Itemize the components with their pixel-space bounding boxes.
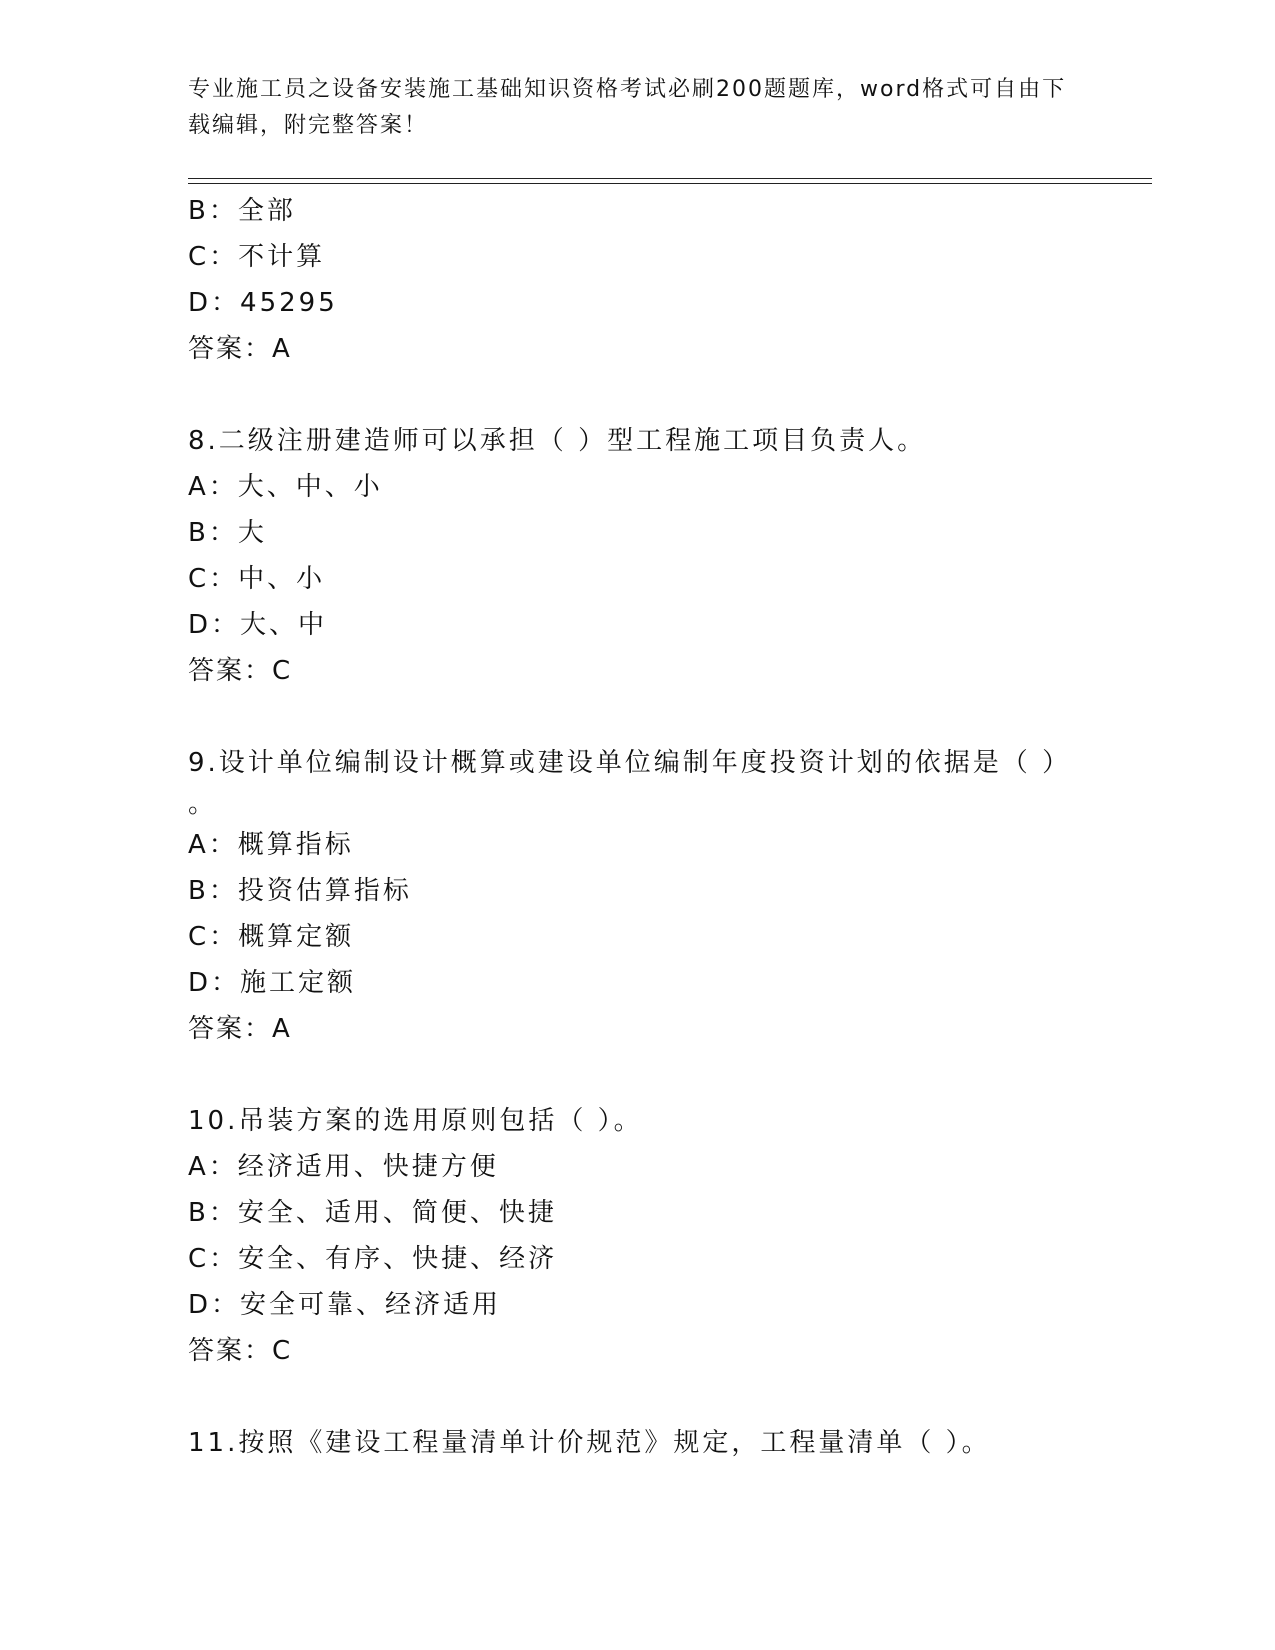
option-b: B：大 (188, 518, 267, 548)
option-d: D：45295 (188, 288, 338, 318)
answer: 答案：C (188, 1336, 293, 1366)
document-header: 专业施工员之设备安装施工基础知识资格考试必刷200题题库，word格式可自由下载编辑，附完整答案！ (188, 77, 1067, 138)
spacer (188, 1374, 1088, 1420)
answer: 答案：A (188, 1014, 292, 1044)
option-b: B：全部 (188, 196, 296, 226)
option-d: D：施工定额 (188, 968, 357, 998)
spacer (188, 694, 1088, 740)
option-c: C：概算定额 (188, 922, 355, 952)
option-c: C：安全、有序、快捷、经济 (188, 1244, 558, 1274)
option-d: D：大、中 (188, 610, 328, 640)
header-divider-bottom (188, 183, 1152, 184)
question-stem: 11.按照《建设工程量清单计价规范》规定，工程量清单（ ）。 (188, 1428, 991, 1458)
question-7 (188, 188, 1088, 372)
question-8 (188, 418, 1088, 694)
question-11 (188, 1420, 1088, 1466)
question-stem-continuation: 。 (188, 789, 218, 819)
question-9 (188, 740, 1088, 1052)
spacer (188, 372, 1088, 418)
option-c: C：中、小 (188, 564, 326, 594)
option-c: C：不计算 (188, 242, 326, 272)
question-stem: 10.吊装方案的选用原则包括（ ）。 (188, 1106, 643, 1136)
question-stem: 9.设计单位编制设计概算或建设单位编制年度投资计划的依据是（ ） (188, 748, 1072, 778)
option-a: A：概算指标 (188, 830, 354, 860)
spacer (188, 1052, 1088, 1098)
option-b: B：投资估算指标 (188, 876, 412, 906)
question-10 (188, 1098, 1088, 1374)
option-a: A：大、中、小 (188, 472, 383, 502)
question-stem: 8.二级注册建造师可以承担（ ）型工程施工项目负责人。 (188, 426, 927, 456)
answer: 答案：C (188, 656, 293, 686)
option-a: A：经济适用、快捷方便 (188, 1152, 499, 1182)
option-d: D：安全可靠、经济适用 (188, 1290, 502, 1320)
question-list (188, 188, 1088, 1466)
option-b: B：安全、适用、简便、快捷 (188, 1198, 557, 1228)
answer: 答案：A (188, 334, 292, 364)
header-divider-top (188, 178, 1152, 179)
